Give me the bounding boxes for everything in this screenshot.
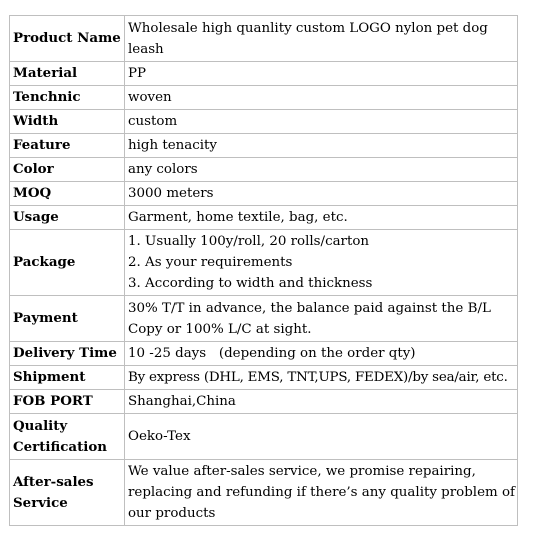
- table-row: [10, 182, 518, 206]
- row-label: Color: [10, 158, 125, 182]
- row-label: Product Name: [10, 16, 125, 62]
- row-label: Width: [10, 110, 125, 134]
- row-value: [125, 230, 518, 296]
- row-value: custom: [125, 110, 518, 134]
- row-label: Payment: [10, 296, 125, 342]
- row-label: Usage: [10, 206, 125, 230]
- table-row: [10, 62, 518, 86]
- table-row: [10, 366, 518, 390]
- row-value: 3000 meters: [125, 182, 518, 206]
- table-row: [10, 296, 518, 342]
- row-label: FOB PORT: [10, 390, 125, 414]
- table-row: [10, 342, 518, 366]
- row-value: 10 -25 days (depending on the order qty): [125, 342, 518, 366]
- row-value: Wholesale high quanlity custom LOGO nylon pet dog leash: [125, 16, 518, 62]
- table-row: [10, 230, 518, 296]
- table-row: [10, 134, 518, 158]
- row-value: Garment, home textile, bag, etc.: [125, 206, 518, 230]
- row-label: Feature: [10, 134, 125, 158]
- table-row: [10, 158, 518, 182]
- row-value: woven: [125, 86, 518, 110]
- row-value: By express (DHL, EMS, TNT,UPS, FEDEX)/by sea/air, etc.: [125, 366, 518, 390]
- table-row: [10, 390, 518, 414]
- row-label: After-sales Service: [10, 460, 125, 526]
- table-row: [10, 86, 518, 110]
- product-spec-table: [9, 15, 518, 526]
- table-row: [10, 110, 518, 134]
- row-label: Shipment: [10, 366, 125, 390]
- row-value: any colors: [125, 158, 518, 182]
- row-value: We value after-sales service, we promise repairing, replacing and refunding if there’s any quality problem of our products: [125, 460, 518, 526]
- package-line: 2. As your requirements: [128, 255, 293, 270]
- package-line: 3. According to width and thickness: [128, 276, 373, 291]
- table-row: [10, 16, 518, 62]
- row-label: Material: [10, 62, 125, 86]
- row-label: Package: [10, 230, 125, 296]
- table-row: [10, 206, 518, 230]
- row-label: Delivery Time: [10, 342, 125, 366]
- row-value: 30% T/T in advance, the balance paid against the B/L Copy or 100% L/C at sight.: [125, 296, 518, 342]
- row-label: Tenchnic: [10, 86, 125, 110]
- row-label: MOQ: [10, 182, 125, 206]
- table-row: [10, 460, 518, 526]
- table-row: [10, 414, 518, 460]
- row-value: Shanghai,China: [125, 390, 518, 414]
- row-label: Quality Certification: [10, 414, 125, 460]
- row-value: PP: [125, 62, 518, 86]
- row-value: Oeko-Tex: [125, 414, 518, 460]
- row-value: high tenacity: [125, 134, 518, 158]
- package-line: 1. Usually 100y/roll, 20 rolls/carton: [128, 234, 370, 249]
